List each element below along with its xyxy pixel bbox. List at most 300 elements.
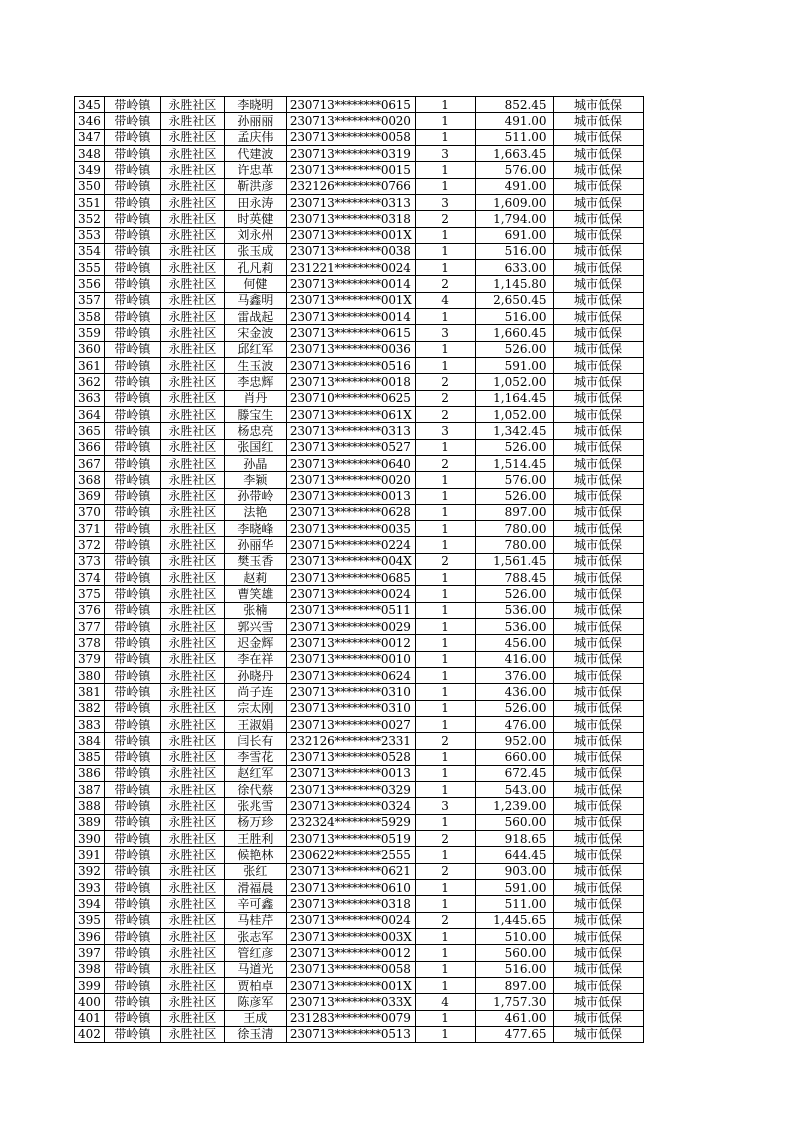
amount-cell: 903.00	[475, 863, 553, 879]
household-size-cell: 2	[415, 912, 475, 928]
assistance-type-cell: 城市低保	[553, 977, 643, 993]
table-row	[75, 309, 644, 325]
assistance-type-cell: 城市低保	[553, 880, 643, 896]
name-cell: 李颖	[224, 472, 286, 488]
name-cell: 马道光	[224, 961, 286, 977]
row-number-cell: 382	[75, 700, 105, 716]
table-row	[75, 374, 644, 390]
amount-cell: 543.00	[475, 782, 553, 798]
name-cell: 邱红军	[224, 341, 286, 357]
amount-cell: 516.00	[475, 309, 553, 325]
row-number-cell: 348	[75, 145, 105, 161]
assistance-type-cell: 城市低保	[553, 211, 643, 227]
row-number-cell: 397	[75, 945, 105, 961]
amount-cell: 436.00	[475, 684, 553, 700]
row-number-cell: 366	[75, 439, 105, 455]
table-row	[75, 325, 644, 341]
name-cell: 迟金辉	[224, 635, 286, 651]
household-size-cell: 2	[415, 390, 475, 406]
household-size-cell: 3	[415, 145, 475, 161]
table-row	[75, 651, 644, 667]
table-row	[75, 423, 644, 439]
row-number-cell: 373	[75, 553, 105, 569]
row-number-cell: 351	[75, 194, 105, 210]
community-cell: 永胜社区	[160, 260, 224, 276]
assistance-type-cell: 城市低保	[553, 374, 643, 390]
id-number-cell: 230713********0528	[286, 749, 415, 765]
assistance-type-cell: 城市低保	[553, 309, 643, 325]
community-cell: 永胜社区	[160, 928, 224, 944]
amount-cell: 526.00	[475, 341, 553, 357]
household-size-cell: 2	[415, 553, 475, 569]
assistance-type-cell: 城市低保	[553, 684, 643, 700]
row-number-cell: 359	[75, 325, 105, 341]
row-number-cell: 353	[75, 227, 105, 243]
name-cell: 宗太刚	[224, 700, 286, 716]
table-row	[75, 798, 644, 814]
id-number-cell: 230713********0615	[286, 97, 415, 113]
community-cell: 永胜社区	[160, 814, 224, 830]
row-number-cell: 364	[75, 406, 105, 422]
id-number-cell: 230713********0014	[286, 309, 415, 325]
name-cell: 孙晓丹	[224, 667, 286, 683]
row-number-cell: 356	[75, 276, 105, 292]
table-row	[75, 145, 644, 161]
community-cell: 永胜社区	[160, 553, 224, 569]
household-size-cell: 1	[415, 880, 475, 896]
amount-cell: 691.00	[475, 227, 553, 243]
community-cell: 永胜社区	[160, 667, 224, 683]
id-number-cell: 230713********0313	[286, 194, 415, 210]
town-cell: 带岭镇	[104, 553, 160, 569]
community-cell: 永胜社区	[160, 798, 224, 814]
assistance-type-cell: 城市低保	[553, 521, 643, 537]
table-row	[75, 667, 644, 683]
town-cell: 带岭镇	[104, 667, 160, 683]
name-cell: 候艳林	[224, 847, 286, 863]
name-cell: 法艳	[224, 504, 286, 520]
id-number-cell: 230713********0319	[286, 145, 415, 161]
amount-cell: 526.00	[475, 700, 553, 716]
id-number-cell: 230710********0625	[286, 390, 415, 406]
table-row	[75, 994, 644, 1010]
town-cell: 带岭镇	[104, 619, 160, 635]
household-size-cell: 1	[415, 260, 475, 276]
row-number-cell: 367	[75, 455, 105, 471]
row-number-cell: 355	[75, 260, 105, 276]
town-cell: 带岭镇	[104, 227, 160, 243]
id-number-cell: 230713********0640	[286, 455, 415, 471]
name-cell: 闫长有	[224, 733, 286, 749]
amount-cell: 560.00	[475, 814, 553, 830]
household-size-cell: 1	[415, 472, 475, 488]
amount-cell: 1,561.45	[475, 553, 553, 569]
id-number-cell: 230713********061X	[286, 406, 415, 422]
row-number-cell: 352	[75, 211, 105, 227]
assistance-type-cell: 城市低保	[553, 635, 643, 651]
row-number-cell: 354	[75, 243, 105, 259]
community-cell: 永胜社区	[160, 1026, 224, 1042]
assistance-type-cell: 城市低保	[553, 178, 643, 194]
community-cell: 永胜社区	[160, 341, 224, 357]
assistance-type-cell: 城市低保	[553, 423, 643, 439]
town-cell: 带岭镇	[104, 684, 160, 700]
id-number-cell: 230713********0511	[286, 602, 415, 618]
town-cell: 带岭镇	[104, 178, 160, 194]
amount-cell: 591.00	[475, 880, 553, 896]
community-cell: 永胜社区	[160, 472, 224, 488]
table-body	[75, 97, 644, 1043]
table-row	[75, 455, 644, 471]
household-size-cell: 4	[415, 994, 475, 1010]
name-cell: 赵莉	[224, 570, 286, 586]
assistance-type-cell: 城市低保	[553, 194, 643, 210]
town-cell: 带岭镇	[104, 831, 160, 847]
town-cell: 带岭镇	[104, 602, 160, 618]
household-size-cell: 1	[415, 1010, 475, 1026]
town-cell: 带岭镇	[104, 928, 160, 944]
household-size-cell: 1	[415, 716, 475, 732]
household-size-cell: 1	[415, 928, 475, 944]
community-cell: 永胜社区	[160, 716, 224, 732]
assistance-type-cell: 城市低保	[553, 243, 643, 259]
household-size-cell: 1	[415, 586, 475, 602]
amount-cell: 1,052.00	[475, 374, 553, 390]
amount-cell: 633.00	[475, 260, 553, 276]
table-row	[75, 831, 644, 847]
table-row	[75, 863, 644, 879]
community-cell: 永胜社区	[160, 619, 224, 635]
row-number-cell: 371	[75, 521, 105, 537]
town-cell: 带岭镇	[104, 341, 160, 357]
town-cell: 带岭镇	[104, 374, 160, 390]
id-number-cell: 230713********0024	[286, 912, 415, 928]
amount-cell: 1,164.45	[475, 390, 553, 406]
amount-cell: 672.45	[475, 765, 553, 781]
id-number-cell: 230713********0036	[286, 341, 415, 357]
id-number-cell: 230713********0029	[286, 619, 415, 635]
community-cell: 永胜社区	[160, 390, 224, 406]
row-number-cell: 390	[75, 831, 105, 847]
household-size-cell: 1	[415, 847, 475, 863]
row-number-cell: 379	[75, 651, 105, 667]
row-number-cell: 391	[75, 847, 105, 863]
town-cell: 带岭镇	[104, 390, 160, 406]
household-size-cell: 1	[415, 358, 475, 374]
table-row	[75, 1010, 644, 1026]
assistance-type-cell: 城市低保	[553, 651, 643, 667]
row-number-cell: 394	[75, 896, 105, 912]
town-cell: 带岭镇	[104, 635, 160, 651]
id-number-cell: 230713********0513	[286, 1026, 415, 1042]
row-number-cell: 361	[75, 358, 105, 374]
assistance-type-cell: 城市低保	[553, 831, 643, 847]
assistance-type-cell: 城市低保	[553, 782, 643, 798]
town-cell: 带岭镇	[104, 570, 160, 586]
id-number-cell: 231221********0024	[286, 260, 415, 276]
community-cell: 永胜社区	[160, 455, 224, 471]
assistance-type-cell: 城市低保	[553, 276, 643, 292]
name-cell: 管红彦	[224, 945, 286, 961]
town-cell: 带岭镇	[104, 945, 160, 961]
community-cell: 永胜社区	[160, 276, 224, 292]
id-number-cell: 230713********004X	[286, 553, 415, 569]
community-cell: 永胜社区	[160, 211, 224, 227]
community-cell: 永胜社区	[160, 113, 224, 129]
id-number-cell: 230713********0058	[286, 961, 415, 977]
table-row	[75, 684, 644, 700]
table-row	[75, 619, 644, 635]
row-number-cell: 401	[75, 1010, 105, 1026]
table-row	[75, 113, 644, 129]
community-cell: 永胜社区	[160, 309, 224, 325]
table-row	[75, 716, 644, 732]
community-cell: 永胜社区	[160, 488, 224, 504]
community-cell: 永胜社区	[160, 145, 224, 161]
household-size-cell: 1	[415, 700, 475, 716]
table-row	[75, 1026, 644, 1042]
id-number-cell: 232324********5929	[286, 814, 415, 830]
community-cell: 永胜社区	[160, 129, 224, 145]
table-row	[75, 782, 644, 798]
town-cell: 带岭镇	[104, 1010, 160, 1026]
row-number-cell: 347	[75, 129, 105, 145]
amount-cell: 416.00	[475, 651, 553, 667]
table-row	[75, 553, 644, 569]
assistance-type-cell: 城市低保	[553, 945, 643, 961]
name-cell: 孟庆伟	[224, 129, 286, 145]
table-row	[75, 504, 644, 520]
table-row	[75, 977, 644, 993]
table-row	[75, 749, 644, 765]
household-size-cell: 1	[415, 488, 475, 504]
household-size-cell: 1	[415, 749, 475, 765]
community-cell: 永胜社区	[160, 570, 224, 586]
household-size-cell: 3	[415, 194, 475, 210]
table-row	[75, 488, 644, 504]
table-row	[75, 733, 644, 749]
town-cell: 带岭镇	[104, 145, 160, 161]
id-number-cell: 230713********0035	[286, 521, 415, 537]
household-size-cell: 4	[415, 292, 475, 308]
community-cell: 永胜社区	[160, 994, 224, 1010]
row-number-cell: 393	[75, 880, 105, 896]
assistance-type-cell: 城市低保	[553, 97, 643, 113]
table-row	[75, 635, 644, 651]
amount-cell: 1,609.00	[475, 194, 553, 210]
name-cell: 王淑娟	[224, 716, 286, 732]
assistance-type-cell: 城市低保	[553, 488, 643, 504]
id-number-cell: 230713********0020	[286, 472, 415, 488]
table-row	[75, 162, 644, 178]
name-cell: 李晓峰	[224, 521, 286, 537]
table-row	[75, 194, 644, 210]
community-cell: 永胜社区	[160, 194, 224, 210]
amount-cell: 644.45	[475, 847, 553, 863]
id-number-cell: 230713********001X	[286, 227, 415, 243]
name-cell: 张玉成	[224, 243, 286, 259]
id-number-cell: 230713********0012	[286, 945, 415, 961]
household-size-cell: 1	[415, 667, 475, 683]
name-cell: 孔凡莉	[224, 260, 286, 276]
community-cell: 永胜社区	[160, 325, 224, 341]
amount-cell: 526.00	[475, 488, 553, 504]
amount-cell: 491.00	[475, 113, 553, 129]
table-row	[75, 227, 644, 243]
assistance-type-cell: 城市低保	[553, 504, 643, 520]
community-cell: 永胜社区	[160, 912, 224, 928]
table-row	[75, 570, 644, 586]
community-cell: 永胜社区	[160, 602, 224, 618]
assistance-type-cell: 城市低保	[553, 570, 643, 586]
community-cell: 永胜社区	[160, 586, 224, 602]
household-size-cell: 3	[415, 798, 475, 814]
community-cell: 永胜社区	[160, 765, 224, 781]
assistance-type-cell: 城市低保	[553, 586, 643, 602]
town-cell: 带岭镇	[104, 651, 160, 667]
name-cell: 郭兴雪	[224, 619, 286, 635]
id-number-cell: 230713********0015	[286, 162, 415, 178]
amount-cell: 1,052.00	[475, 406, 553, 422]
table-row	[75, 961, 644, 977]
community-cell: 永胜社区	[160, 292, 224, 308]
town-cell: 带岭镇	[104, 292, 160, 308]
table-row	[75, 880, 644, 896]
household-size-cell: 1	[415, 439, 475, 455]
row-number-cell: 370	[75, 504, 105, 520]
town-cell: 带岭镇	[104, 504, 160, 520]
name-cell: 赵红军	[224, 765, 286, 781]
amount-cell: 560.00	[475, 945, 553, 961]
assistance-type-cell: 城市低保	[553, 439, 643, 455]
id-number-cell: 230713********0615	[286, 325, 415, 341]
table-row	[75, 358, 644, 374]
id-number-cell: 230715********0224	[286, 537, 415, 553]
name-cell: 孙丽丽	[224, 113, 286, 129]
table-row	[75, 945, 644, 961]
name-cell: 马鑫明	[224, 292, 286, 308]
row-number-cell: 389	[75, 814, 105, 830]
id-number-cell: 230713********001X	[286, 977, 415, 993]
amount-cell: 2,650.45	[475, 292, 553, 308]
community-cell: 永胜社区	[160, 945, 224, 961]
name-cell: 宋金波	[224, 325, 286, 341]
name-cell: 田永涛	[224, 194, 286, 210]
community-cell: 永胜社区	[160, 896, 224, 912]
name-cell: 李雪花	[224, 749, 286, 765]
row-number-cell: 358	[75, 309, 105, 325]
name-cell: 代建波	[224, 145, 286, 161]
amount-cell: 1,445.65	[475, 912, 553, 928]
assistance-type-cell: 城市低保	[553, 553, 643, 569]
amount-cell: 1,514.45	[475, 455, 553, 471]
name-cell: 雷战起	[224, 309, 286, 325]
id-number-cell: 230713********0014	[286, 276, 415, 292]
amount-cell: 1,757.30	[475, 994, 553, 1010]
row-number-cell: 398	[75, 961, 105, 977]
assistance-type-cell: 城市低保	[553, 961, 643, 977]
household-size-cell: 1	[415, 129, 475, 145]
amount-cell: 780.00	[475, 521, 553, 537]
community-cell: 永胜社区	[160, 406, 224, 422]
row-number-cell: 375	[75, 586, 105, 602]
town-cell: 带岭镇	[104, 1026, 160, 1042]
row-number-cell: 388	[75, 798, 105, 814]
id-number-cell: 230713********0038	[286, 243, 415, 259]
id-number-cell: 230713********0610	[286, 880, 415, 896]
household-size-cell: 1	[415, 635, 475, 651]
town-cell: 带岭镇	[104, 863, 160, 879]
table-row	[75, 439, 644, 455]
town-cell: 带岭镇	[104, 733, 160, 749]
amount-cell: 576.00	[475, 162, 553, 178]
amount-cell: 461.00	[475, 1010, 553, 1026]
household-size-cell: 2	[415, 374, 475, 390]
household-size-cell: 1	[415, 521, 475, 537]
id-number-cell: 230713********0012	[286, 635, 415, 651]
town-cell: 带岭镇	[104, 439, 160, 455]
amount-cell: 511.00	[475, 896, 553, 912]
household-size-cell: 1	[415, 619, 475, 635]
id-number-cell: 230713********0621	[286, 863, 415, 879]
town-cell: 带岭镇	[104, 488, 160, 504]
table-row	[75, 276, 644, 292]
community-cell: 永胜社区	[160, 880, 224, 896]
id-number-cell: 230713********0527	[286, 439, 415, 455]
household-size-cell: 1	[415, 97, 475, 113]
name-cell: 马桂芹	[224, 912, 286, 928]
assistance-type-cell: 城市低保	[553, 765, 643, 781]
assistance-type-cell: 城市低保	[553, 700, 643, 716]
table-row	[75, 178, 644, 194]
community-cell: 永胜社区	[160, 782, 224, 798]
community-cell: 永胜社区	[160, 635, 224, 651]
assistance-type-cell: 城市低保	[553, 358, 643, 374]
row-number-cell: 360	[75, 341, 105, 357]
amount-cell: 591.00	[475, 358, 553, 374]
community-cell: 永胜社区	[160, 504, 224, 520]
id-number-cell: 230713********0324	[286, 798, 415, 814]
row-number-cell: 384	[75, 733, 105, 749]
town-cell: 带岭镇	[104, 700, 160, 716]
amount-cell: 477.65	[475, 1026, 553, 1042]
household-size-cell: 2	[415, 863, 475, 879]
assistance-type-cell: 城市低保	[553, 406, 643, 422]
community-cell: 永胜社区	[160, 439, 224, 455]
town-cell: 带岭镇	[104, 994, 160, 1010]
household-size-cell: 2	[415, 733, 475, 749]
town-cell: 带岭镇	[104, 113, 160, 129]
name-cell: 李在祥	[224, 651, 286, 667]
amount-cell: 780.00	[475, 537, 553, 553]
id-number-cell: 230713********0027	[286, 716, 415, 732]
assistance-type-cell: 城市低保	[553, 814, 643, 830]
name-cell: 徐玉清	[224, 1026, 286, 1042]
table-row	[75, 700, 644, 716]
table-row	[75, 896, 644, 912]
row-number-cell: 350	[75, 178, 105, 194]
row-number-cell: 380	[75, 667, 105, 683]
community-cell: 永胜社区	[160, 733, 224, 749]
household-size-cell: 1	[415, 162, 475, 178]
town-cell: 带岭镇	[104, 749, 160, 765]
town-cell: 带岭镇	[104, 162, 160, 178]
name-cell: 滑福晨	[224, 880, 286, 896]
household-size-cell: 1	[415, 602, 475, 618]
household-size-cell: 1	[415, 977, 475, 993]
name-cell: 刘永州	[224, 227, 286, 243]
household-size-cell: 1	[415, 341, 475, 357]
